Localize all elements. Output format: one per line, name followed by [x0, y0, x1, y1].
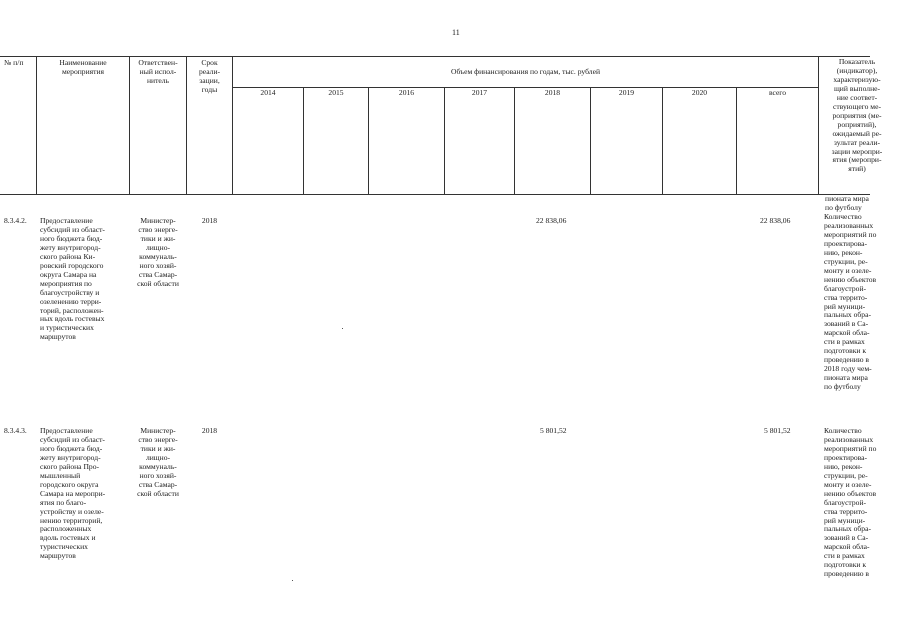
col-border [444, 87, 445, 194]
row-indicator: Количество реализованных мероприятий по проектирова- нию, рекон- струкции, ре- монту и озеле- нению объектов благоустрой- ства террито- рий муници- пальных обра- зований в Са- марской обла- сти в рамках подготовки к проведению в [824, 426, 877, 579]
row-num: 8.3.4.2. [4, 216, 27, 225]
scan-speck [292, 580, 293, 581]
indicator-carryover: пионата мира по футболу [825, 194, 869, 212]
header-bottom-border [0, 194, 870, 195]
row-responsible: Министер- ство энерге- тики и жи- лищно- коммуналь- ного хозяй- ства Самар- ской области [137, 216, 179, 288]
row-indicator: Количество реализованных мероприятий по проектирова- нию, рекон- струкции, ре- монту и озеле- нению объектов благоустрой- ства террито- рий муници- пальных обра- зований в Са- марской обла- сти в рамках подготовки к проведению в 2018 году чем- пионата мира по футболу [824, 212, 877, 392]
row-responsible: Министер- ство энерге- тики и жи- лищно- коммуналь- ного хозяй- ства Самар- ской области [137, 426, 179, 498]
row-value-total: 22 838,06 [760, 216, 791, 225]
page-number: 11 [452, 28, 460, 37]
header-year-2014: 2014 [260, 88, 276, 97]
header-name: Наименование мероприятия [59, 58, 107, 76]
header-year-2016: 2016 [398, 88, 415, 97]
header-year-2017: 2017 [471, 88, 488, 97]
header-term: Срок реали- зации, годы [198, 58, 221, 94]
row-name: Предоставление субсидий из област- ного бюджета бюд- жету внутригород- ского района Про- мышленный городского округа Самара на меропри- ятия по благо- устройству и озеле- нению территорий, расположенных вдоль гостевых и туристических маршрутов [40, 426, 106, 561]
scan-speck [342, 328, 343, 329]
row-name: Предоставление субсидий из област- ного бюджета бюд- жету внутригород- ского района Ки- ровский городского округа Самара на мероприятия по благоустройству и озеленению терри- торий, расположен- ных вдоль гостевых и туристических маршрутов [40, 216, 105, 342]
finance-subheader-line [232, 87, 818, 88]
header-year-2015: 2015 [328, 88, 344, 97]
row-term: 2018 [201, 216, 218, 225]
header-finance: Объем финансирования по годам, тыс. рублей [450, 67, 601, 76]
col-border [303, 87, 304, 194]
row-value-2018: 22 838,06 [536, 216, 567, 225]
header-total: всего [768, 88, 787, 97]
header-indicator: Показатель (индикатор), характеризую- щий выполне- ние соответ- ствующего ме- роприятия (ме- роприятий), ожидаемый ре- зультат реали- зации меропри- ятия (меропри- ятий) [831, 57, 883, 174]
row-value-2018: 5 801,52 [540, 426, 567, 435]
col-border [662, 87, 663, 194]
header-responsible: Ответствен- ный испол- нитель [138, 58, 178, 85]
header-num: № п/п [4, 58, 24, 67]
row-value-total: 5 801,52 [764, 426, 791, 435]
header-year-2018: 2018 [544, 88, 561, 97]
col-border [590, 87, 591, 194]
col-border [736, 87, 737, 194]
col-border [36, 56, 37, 194]
header-year-2019: 2019 [618, 88, 635, 97]
row-term: 2018 [201, 426, 218, 435]
col-border [514, 87, 515, 194]
header-year-2020: 2020 [691, 88, 708, 97]
col-border [368, 87, 369, 194]
header-top-border [0, 56, 870, 57]
row-num: 8.3.4.3. [4, 426, 27, 435]
